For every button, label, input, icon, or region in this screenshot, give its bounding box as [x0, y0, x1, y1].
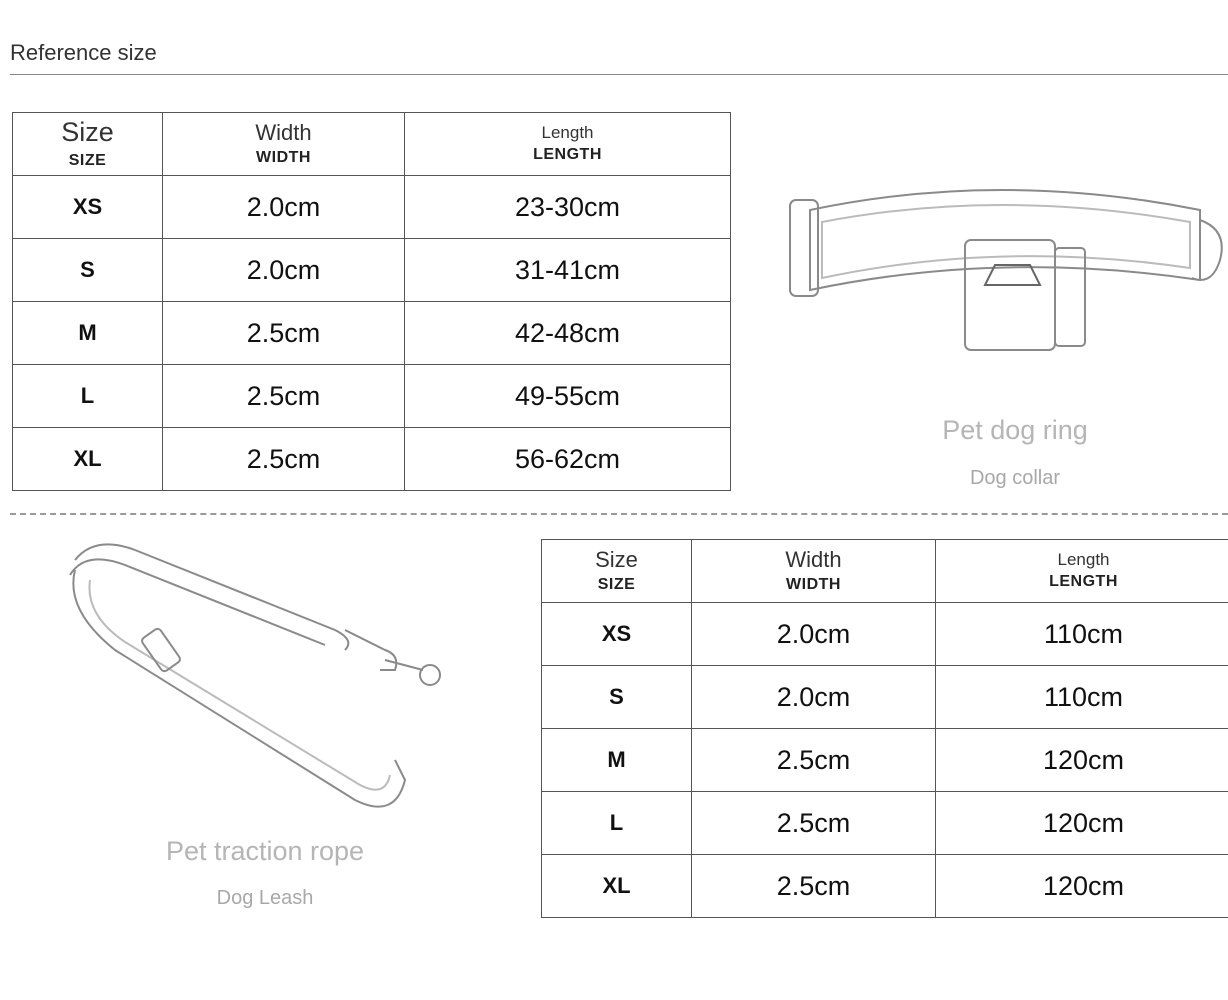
width-header — [692, 540, 936, 603]
table-row — [542, 855, 1228, 918]
size-header — [542, 540, 692, 603]
width-header — [163, 113, 405, 176]
table-header-row — [542, 540, 1228, 603]
size-cell: M — [542, 729, 692, 792]
table-row — [13, 176, 731, 239]
size-header-main: Size — [595, 546, 638, 572]
length-cell: 110cm — [936, 603, 1228, 666]
length-cell: 120cm — [936, 729, 1228, 792]
size-cell: S — [542, 666, 692, 729]
size-cell: XL — [542, 855, 692, 918]
dog-leash-sketch-icon — [55, 530, 455, 830]
leash-size-table — [541, 539, 1228, 918]
length-header-sub: LENGTH — [1049, 573, 1118, 591]
width-cell: 2.5cm — [692, 792, 936, 855]
leash-caption-sub: Dog Leash — [216, 887, 314, 909]
size-header-sub: SIZE — [68, 151, 107, 169]
length-cell: 42-48cm — [405, 302, 731, 365]
length-header-main: Length — [1057, 549, 1110, 569]
length-header — [405, 113, 731, 176]
width-cell: 2.5cm — [692, 855, 936, 918]
table-row — [13, 302, 731, 365]
width-cell: 2.5cm — [163, 428, 405, 491]
width-cell: 2.5cm — [163, 302, 405, 365]
width-cell: 2.0cm — [692, 603, 936, 666]
page-title: Reference size — [10, 40, 157, 65]
leash-caption: Pet traction rope — [165, 836, 365, 866]
collar-size-table — [12, 112, 731, 491]
size-header-sub: SIZE — [597, 576, 636, 594]
section-divider — [10, 513, 1228, 515]
size-header-main: Size — [61, 117, 114, 148]
length-cell: 49-55cm — [405, 365, 731, 428]
width-cell: 2.5cm — [163, 365, 405, 428]
width-header-main: Width — [785, 546, 842, 572]
table-header-row — [13, 113, 731, 176]
length-cell: 120cm — [936, 855, 1228, 918]
width-header-main: Width — [255, 119, 312, 145]
size-cell: XL — [13, 428, 163, 491]
table-row — [13, 428, 731, 491]
table-row — [13, 365, 731, 428]
table-row — [542, 792, 1228, 855]
table-row — [542, 603, 1228, 666]
width-cell: 2.0cm — [163, 176, 405, 239]
size-cell: S — [13, 239, 163, 302]
table-row — [542, 666, 1228, 729]
length-cell: 31-41cm — [405, 239, 731, 302]
width-header-sub: WIDTH — [786, 576, 841, 594]
length-cell: 23-30cm — [405, 176, 731, 239]
width-cell: 2.5cm — [692, 729, 936, 792]
length-cell: 56-62cm — [405, 428, 731, 491]
size-cell: L — [13, 365, 163, 428]
collar-caption-sub: Dog collar — [969, 467, 1061, 489]
collar-caption: Pet dog ring — [942, 415, 1088, 445]
length-header-sub: LENGTH — [533, 146, 602, 164]
size-cell: XS — [542, 603, 692, 666]
width-cell: 2.0cm — [163, 239, 405, 302]
table-row — [13, 239, 731, 302]
length-cell: 120cm — [936, 792, 1228, 855]
length-header — [936, 540, 1228, 603]
table-row — [542, 729, 1228, 792]
width-header-sub: WIDTH — [256, 149, 311, 167]
length-header-main: Length — [541, 122, 594, 142]
size-cell: L — [542, 792, 692, 855]
width-cell: 2.0cm — [692, 666, 936, 729]
size-header — [13, 113, 163, 176]
title-divider — [10, 74, 1228, 75]
size-cell: XS — [13, 176, 163, 239]
size-cell: M — [13, 302, 163, 365]
dog-collar-sketch-icon — [780, 170, 1228, 370]
length-cell: 110cm — [936, 666, 1228, 729]
